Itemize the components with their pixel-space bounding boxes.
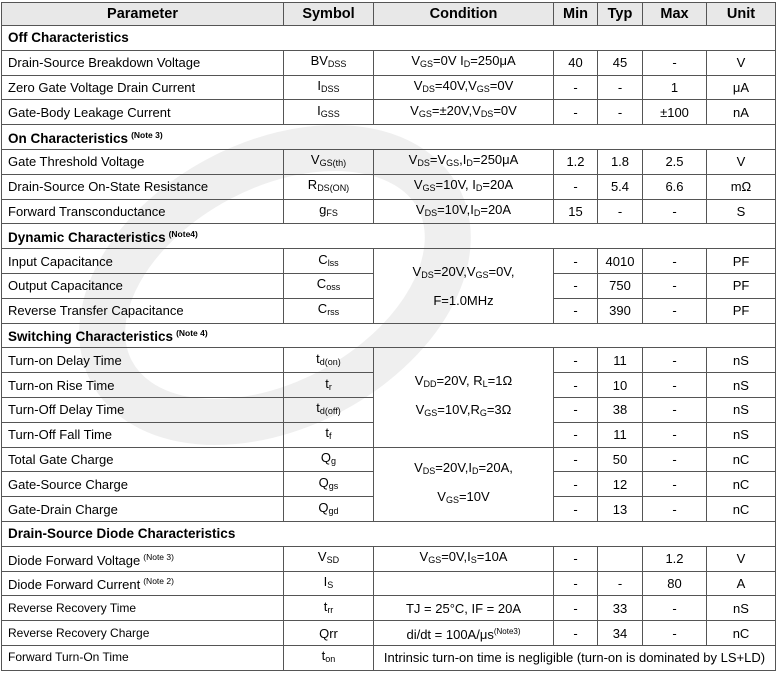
table-row — [2, 174, 776, 199]
cond-part: =1Ω — [487, 373, 513, 389]
cond-part: ,I — [459, 152, 467, 168]
symbol-sub: lss — [327, 257, 339, 268]
symbol-main: Q — [318, 474, 329, 490]
cond-part: =20V,I — [435, 460, 473, 476]
table-row — [2, 546, 776, 571]
cond-sub: GS — [475, 269, 489, 280]
symbol-cell — [284, 100, 374, 125]
symbol-sub: oss — [326, 282, 341, 293]
unit-cell: mΩ — [707, 174, 776, 199]
param-name: Turn-Off Delay Time — [2, 397, 284, 422]
symbol-main: C — [316, 276, 327, 292]
cond-line — [378, 484, 549, 513]
max-cell: - — [643, 621, 707, 646]
condition-cell — [374, 249, 554, 323]
symbol-main: R — [307, 177, 318, 193]
max-cell: 80 — [643, 571, 707, 596]
condition-cell: Intrinsic turn-on time is negligible (turn-on is dominated by LS+LD) — [374, 645, 776, 670]
cond-part: =20A, — [478, 460, 513, 476]
symbol-main: t — [316, 400, 320, 416]
cond-line — [378, 368, 549, 397]
max-cell: - — [643, 596, 707, 621]
symbol-cell — [284, 348, 374, 373]
cond-part: =0V — [489, 77, 514, 93]
symbol-sub: gs — [328, 480, 339, 491]
typ-cell: 1.8 — [598, 149, 643, 174]
min-cell: - — [554, 373, 598, 398]
header-symbol: Symbol — [284, 3, 374, 26]
min-cell: - — [554, 100, 598, 125]
param-name: Drain-Source On-State Resistance — [2, 174, 284, 199]
min-cell: - — [554, 596, 598, 621]
symbol-main: I — [317, 77, 322, 93]
cond-sub: DS — [480, 108, 494, 119]
cond-part: V — [410, 102, 419, 118]
unit-cell: nS — [707, 422, 776, 447]
condition-cell — [374, 546, 554, 571]
typ-cell: - — [598, 100, 643, 125]
section-label: Drain-Source Diode Characteristics — [8, 526, 236, 542]
cond-part: =20A — [480, 201, 512, 217]
max-cell: - — [643, 348, 707, 373]
cond-part: =10V,I — [437, 201, 474, 217]
typ-cell: 50 — [598, 447, 643, 472]
header-unit: Unit — [707, 3, 776, 26]
condition-cell — [374, 348, 554, 447]
cond-part: V — [415, 402, 425, 418]
max-cell: - — [643, 397, 707, 422]
section-row — [2, 521, 776, 546]
cond-sub: DS — [422, 466, 436, 477]
typ-cell: 38 — [598, 397, 643, 422]
cond-part: =20V, R — [436, 373, 483, 389]
unit-cell: nC — [707, 497, 776, 522]
symbol-cell — [284, 472, 374, 497]
symbol-cell — [284, 645, 374, 670]
symbol-sub: GS(th) — [319, 158, 347, 169]
cond-sub: GS — [418, 108, 432, 119]
param-note: (Note 2) — [143, 576, 174, 587]
min-cell: 1.2 — [554, 149, 598, 174]
param-name: Gate-Drain Charge — [2, 497, 284, 522]
section-row — [2, 125, 776, 150]
symbol-cell — [284, 298, 374, 323]
symbol-sub: DS(ON) — [317, 183, 350, 194]
unit-cell: μA — [707, 75, 776, 100]
unit-cell: nS — [707, 596, 776, 621]
param-name: Gate Threshold Voltage — [2, 149, 284, 174]
section-row — [2, 224, 776, 249]
condition-cell — [374, 149, 554, 174]
condition-cell — [374, 174, 554, 199]
symbol-main: t — [325, 375, 329, 391]
section-row — [2, 26, 776, 51]
min-cell: - — [554, 397, 598, 422]
max-cell: - — [643, 373, 707, 398]
symbol-sub: d(off) — [319, 406, 341, 417]
cond-sub: G — [479, 408, 487, 419]
cond-part: V — [419, 549, 429, 565]
symbol-sub: DSS — [321, 83, 340, 94]
min-cell: - — [554, 273, 598, 298]
typ-cell: - — [598, 199, 643, 224]
min-cell: - — [554, 348, 598, 373]
symbol-main: I — [323, 573, 328, 589]
symbol-sub: DSS — [327, 59, 347, 70]
symbol-cell — [284, 397, 374, 422]
max-cell: ±100 — [643, 100, 707, 125]
cond-part: V — [414, 373, 424, 389]
unit-cell: A — [707, 571, 776, 596]
section-label: Off Characteristics — [8, 30, 129, 46]
param-name: Reverse Recovery Charge — [2, 621, 284, 646]
symbol-main: V — [310, 152, 320, 168]
cond-part: =10A — [476, 549, 508, 565]
cond-part: =20A — [482, 177, 514, 193]
table-row — [2, 149, 776, 174]
param-name: Drain-Source Breakdown Voltage — [2, 50, 284, 75]
min-cell: - — [554, 298, 598, 323]
unit-cell: V — [707, 149, 776, 174]
unit-cell: nS — [707, 397, 776, 422]
cond-part: =0V, — [488, 263, 515, 279]
symbol-sub: S — [327, 579, 334, 590]
symbol-main: g — [319, 201, 327, 217]
typ-cell: 11 — [598, 348, 643, 373]
cond-part: V — [437, 489, 446, 505]
cond-part: =10V,R — [437, 402, 480, 418]
header-parameter: Parameter — [2, 3, 284, 26]
table-row — [2, 199, 776, 224]
symbol-sub: f — [329, 431, 332, 442]
param-name — [2, 571, 284, 596]
symbol-main: t — [316, 350, 320, 366]
section-title — [2, 224, 776, 249]
header-row — [2, 3, 776, 26]
unit-cell: nC — [707, 447, 776, 472]
cond-line: F=1.0MHz — [433, 292, 494, 308]
symbol-cell — [284, 546, 374, 571]
cond-part: V — [408, 152, 418, 168]
param-name: Output Capacitance — [2, 273, 284, 298]
cond-sub: GS — [424, 408, 438, 419]
max-cell: - — [643, 447, 707, 472]
typ-cell: 13 — [598, 497, 643, 522]
symbol-main: C — [317, 301, 328, 317]
min-cell: 40 — [554, 50, 598, 75]
cond-note: (Note3) — [493, 627, 521, 637]
symbol-cell — [284, 174, 374, 199]
symbol-main: C — [318, 251, 328, 267]
table-row — [2, 249, 776, 274]
unit-cell: nC — [707, 472, 776, 497]
symbol-sub: SD — [326, 555, 340, 566]
min-cell: - — [554, 621, 598, 646]
cond-part: =20V,V — [433, 263, 476, 279]
unit-cell: V — [707, 50, 776, 75]
cond-part: =250μA — [470, 53, 516, 69]
max-cell: - — [643, 472, 707, 497]
section-label: Switching Characteristics — [8, 329, 174, 345]
param-note: (Note 3) — [143, 551, 174, 562]
param-name: Turn-on Rise Time — [2, 373, 284, 398]
symbol-main: Q — [318, 499, 329, 515]
symbol-cell — [284, 497, 374, 522]
table-row — [2, 645, 776, 670]
table-row — [2, 75, 776, 100]
min-cell: - — [554, 472, 598, 497]
cond-sub: DS — [422, 83, 435, 94]
cond-part: =10V, I — [435, 177, 476, 193]
unit-cell: nS — [707, 348, 776, 373]
typ-cell: 10 — [598, 373, 643, 398]
param-label: Diode Forward Voltage — [8, 552, 141, 568]
cond-part: =40V,V — [434, 77, 477, 93]
cond-sub: D — [475, 183, 483, 194]
typ-cell: 12 — [598, 472, 643, 497]
section-note: (Note 3) — [131, 130, 163, 141]
condition-cell — [374, 75, 554, 100]
max-cell: - — [643, 249, 707, 274]
param-name: Turn-on Delay Time — [2, 348, 284, 373]
min-cell: - — [554, 546, 598, 571]
cond-part: =0V — [493, 102, 517, 118]
symbol-sub: r — [328, 381, 332, 392]
max-cell: 1 — [643, 75, 707, 100]
cond-sub: DS — [421, 269, 434, 280]
cond-part: =0V,I — [441, 549, 471, 565]
section-title — [2, 125, 776, 150]
section-label: Dynamic Characteristics — [8, 230, 166, 246]
symbol-main: BV — [310, 53, 328, 69]
symbol-main: I — [317, 102, 321, 118]
cond-part: =±20V,V — [431, 102, 481, 118]
table-row — [2, 621, 776, 646]
condition-cell — [374, 100, 554, 125]
max-cell: 2.5 — [643, 149, 707, 174]
param-label: Diode Forward Current — [8, 577, 141, 593]
symbol-sub: gd — [328, 505, 339, 516]
symbol-main: t — [323, 598, 328, 614]
condition-cell — [374, 621, 554, 646]
max-cell: - — [643, 422, 707, 447]
symbol-sub: rr — [327, 604, 334, 615]
unit-cell: PF — [707, 249, 776, 274]
symbol-cell — [284, 571, 374, 596]
param-name — [2, 546, 284, 571]
symbol-cell — [284, 422, 374, 447]
cond-sub: D — [473, 207, 481, 218]
typ-cell: 390 — [598, 298, 643, 323]
cond-part: =0V I — [433, 53, 464, 69]
param-name: Total Gate Charge — [2, 447, 284, 472]
section-note: (Note 4) — [176, 328, 208, 339]
cond-part: =250μA — [472, 152, 519, 168]
table-row — [2, 100, 776, 125]
section-label: On Characteristics — [8, 131, 129, 147]
cond-sub: GS — [476, 83, 490, 94]
header-min: Min — [554, 3, 598, 26]
symbol-main: t — [325, 425, 330, 441]
symbol-cell — [284, 75, 374, 100]
symbol-main: V — [317, 549, 327, 565]
max-cell: - — [643, 50, 707, 75]
symbol-cell — [284, 596, 374, 621]
param-name: Gate-Body Leakage Current — [2, 100, 284, 125]
symbol-sub: d(on) — [319, 356, 341, 367]
min-cell: - — [554, 174, 598, 199]
unit-cell: nC — [707, 621, 776, 646]
min-cell: - — [554, 497, 598, 522]
typ-cell: 750 — [598, 273, 643, 298]
symbol-cell: Qrr — [284, 621, 374, 646]
table-row — [2, 447, 776, 472]
cond-part: V — [412, 263, 422, 279]
unit-cell: PF — [707, 273, 776, 298]
symbol-sub: FS — [326, 207, 338, 218]
min-cell: - — [554, 75, 598, 100]
symbol-sub: rss — [327, 307, 340, 318]
cond-sub: DS — [424, 207, 438, 218]
cond-sub: GS — [446, 158, 460, 169]
cond-sub: GS — [428, 555, 442, 566]
symbol-cell — [284, 149, 374, 174]
section-title — [2, 26, 776, 51]
max-cell: - — [643, 199, 707, 224]
header-condition: Condition — [374, 3, 554, 26]
typ-cell: - — [598, 75, 643, 100]
typ-cell: 4010 — [598, 249, 643, 274]
cond-line — [378, 455, 549, 484]
cond-sub: GS — [419, 59, 433, 70]
symbol-cell — [284, 249, 374, 274]
typ-cell — [598, 546, 643, 571]
table-row — [2, 571, 776, 596]
typ-cell: 45 — [598, 50, 643, 75]
symbol-main: t — [321, 648, 326, 664]
cond-sub: D — [472, 466, 479, 477]
electrical-characteristics-table — [1, 2, 776, 671]
param-name: Reverse Transfer Capacitance — [2, 298, 284, 323]
typ-cell: 5.4 — [598, 174, 643, 199]
typ-cell: 33 — [598, 596, 643, 621]
cond-sub: GS — [445, 495, 459, 506]
cond-part: V — [413, 177, 423, 193]
section-title — [2, 521, 776, 546]
condition-cell — [374, 199, 554, 224]
param-name: Reverse Recovery Time — [2, 596, 284, 621]
cond-part: V — [413, 77, 423, 93]
param-name: Input Capacitance — [2, 249, 284, 274]
condition-cell: TJ = 25°C, IF = 20A — [374, 596, 554, 621]
unit-cell: nA — [707, 100, 776, 125]
cond-part: V — [414, 460, 423, 476]
min-cell: - — [554, 447, 598, 472]
param-name: Zero Gate Voltage Drain Current — [2, 75, 284, 100]
typ-cell: 34 — [598, 621, 643, 646]
cond-sub: GS — [422, 183, 436, 194]
max-cell: 1.2 — [643, 546, 707, 571]
symbol-cell — [284, 373, 374, 398]
condition-cell — [374, 571, 554, 596]
max-cell: - — [643, 497, 707, 522]
cond-sub: S — [470, 555, 477, 566]
cond-sub: D — [463, 59, 471, 70]
cond-sub: L — [482, 379, 488, 390]
typ-cell: - — [598, 571, 643, 596]
symbol-cell — [284, 50, 374, 75]
header-max: Max — [643, 3, 707, 26]
max-cell: 6.6 — [643, 174, 707, 199]
symbol-cell — [284, 273, 374, 298]
cond-sub: D — [466, 158, 473, 169]
param-name: Forward Transconductance — [2, 199, 284, 224]
typ-cell: 11 — [598, 422, 643, 447]
max-cell: - — [643, 273, 707, 298]
cond-part: =V — [429, 152, 447, 168]
cond-part: V — [411, 53, 420, 69]
symbol-cell — [284, 199, 374, 224]
symbol-main: Q — [320, 449, 332, 465]
header-typ: Typ — [598, 3, 643, 26]
condition-cell — [374, 447, 554, 521]
min-cell: 15 — [554, 199, 598, 224]
section-row — [2, 323, 776, 348]
table-row — [2, 596, 776, 621]
symbol-sub: GSS — [320, 108, 340, 119]
unit-cell: S — [707, 199, 776, 224]
cond-part: =3Ω — [486, 402, 512, 418]
section-note: (Note4) — [168, 229, 198, 240]
table-row — [2, 348, 776, 373]
cond-line — [378, 397, 549, 426]
cond-line — [378, 259, 549, 288]
unit-cell: V — [707, 546, 776, 571]
cond-part: =10V — [458, 489, 490, 505]
symbol-sub: on — [325, 654, 336, 665]
symbol-cell — [284, 447, 374, 472]
min-cell: - — [554, 249, 598, 274]
cond-part: di/dt = 100A/μs — [406, 627, 494, 643]
unit-cell: PF — [707, 298, 776, 323]
param-name: Forward Turn-On Time — [2, 645, 284, 670]
symbol-sub: g — [331, 455, 337, 466]
param-name: Turn-Off Fall Time — [2, 422, 284, 447]
section-title — [2, 323, 776, 348]
cond-part: V — [415, 201, 425, 217]
min-cell: - — [554, 422, 598, 447]
cond-sub: DD — [423, 379, 437, 390]
unit-cell: nS — [707, 373, 776, 398]
cond-sub: DS — [417, 158, 430, 169]
max-cell: - — [643, 298, 707, 323]
condition-cell — [374, 50, 554, 75]
min-cell: - — [554, 571, 598, 596]
table-row — [2, 50, 776, 75]
param-name: Gate-Source Charge — [2, 472, 284, 497]
